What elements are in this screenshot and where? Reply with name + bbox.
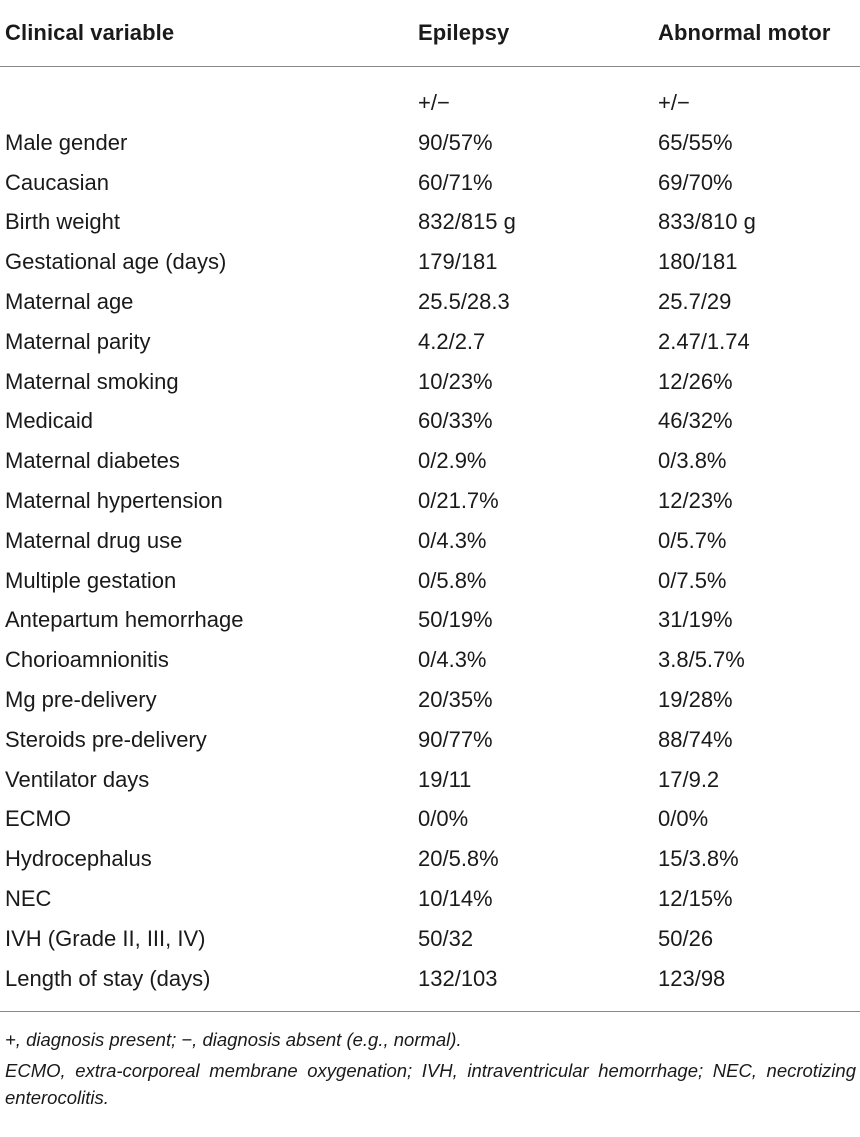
cell-epilepsy: 0/21.7% (418, 488, 499, 514)
subheader-row (0, 83, 860, 123)
cell-epilepsy: 132/103 (418, 965, 498, 991)
cell-clinical-variable: Maternal smoking (5, 368, 179, 394)
cell-abnormal-motor: 12/26% (658, 368, 733, 394)
cell-clinical-variable: Maternal parity (5, 328, 151, 354)
table-row (0, 680, 860, 720)
cell-abnormal-motor: 15/3.8% (658, 846, 739, 872)
cell-abnormal-motor: 3.8/5.7% (658, 647, 745, 673)
table-row (0, 123, 860, 163)
cell-clinical-variable: Antepartum hemorrhage (5, 607, 244, 633)
cell-clinical-variable: Male gender (5, 129, 128, 155)
cell-clinical-variable: Birth weight (5, 209, 120, 235)
cell-clinical-variable: ECMO (5, 806, 71, 832)
cell-clinical-variable: Ventilator days (5, 766, 150, 792)
table-row (0, 242, 860, 282)
cell-epilepsy: 0/4.3% (418, 647, 487, 673)
cell-clinical-variable: Steroids pre-delivery (5, 726, 207, 752)
cell-abnormal-motor: 0/0% (658, 806, 709, 832)
cell-clinical-variable: Hydrocephalus (5, 846, 152, 872)
cell-abnormal-motor: 12/23% (658, 488, 733, 514)
subheader-label (0, 83, 412, 123)
table-row (0, 561, 860, 601)
cell-abnormal-motor: 69/70% (658, 169, 733, 195)
cell-abnormal-motor: 0/7.5% (658, 567, 727, 593)
cell-abnormal-motor: 31/19% (658, 607, 733, 633)
table-footnotes (0, 1026, 856, 1115)
table-row (0, 521, 860, 561)
table-row (0, 441, 860, 481)
table-row (0, 163, 860, 203)
header-spacer-row (0, 67, 860, 84)
cell-epilepsy: 60/71% (418, 169, 493, 195)
cell-abnormal-motor: 19/28% (658, 687, 733, 713)
cell-epilepsy: 25.5/28.3 (418, 289, 510, 315)
cell-epilepsy: 90/77% (418, 726, 493, 752)
table-row (0, 601, 860, 641)
cell-epilepsy: 0/2.9% (418, 448, 487, 474)
cell-clinical-variable: Maternal drug use (5, 527, 183, 553)
table-row (0, 362, 860, 402)
cell-clinical-variable: Maternal hypertension (5, 488, 223, 514)
cell-clinical-variable: Mg pre-delivery (5, 687, 157, 713)
table-row (0, 282, 860, 322)
cell-epilepsy: 20/5.8% (418, 846, 499, 872)
cell-abnormal-motor: 46/32% (658, 408, 733, 434)
cell-epilepsy: 20/35% (418, 687, 493, 713)
cell-clinical-variable: Multiple gestation (5, 567, 177, 593)
cell-clinical-variable: Length of stay (days) (5, 965, 211, 991)
cell-epilepsy: 0/0% (418, 806, 469, 832)
table-row (0, 402, 860, 442)
cell-clinical-variable: Maternal diabetes (5, 448, 180, 474)
cell-abnormal-motor: 833/810 g (658, 209, 756, 235)
footnote-abbreviations: ECMO, extra-corporeal membrane oxygenation; IVH, intraventricular hemorrhage; NEC, necrotizing enterocolitis. (5, 1060, 856, 1108)
table-row (0, 481, 860, 521)
header-clinical-variable: Clinical variable (0, 0, 412, 67)
cell-clinical-variable: NEC (5, 886, 52, 912)
table-row (0, 640, 860, 680)
cell-abnormal-motor: 88/74% (658, 726, 733, 752)
cell-abnormal-motor: 180/181 (658, 249, 738, 275)
table-row (0, 203, 860, 243)
table-row (0, 959, 860, 1003)
cell-clinical-variable: Chorioamnionitis (5, 647, 169, 673)
cell-abnormal-motor: 0/5.7% (658, 527, 727, 553)
cell-epilepsy: 50/32 (418, 925, 474, 951)
header-epilepsy: Epilepsy (412, 0, 652, 67)
subheader-epilepsy: +/− (418, 90, 450, 115)
cell-epilepsy: 179/181 (418, 249, 498, 275)
table-header-row (0, 0, 860, 67)
cell-clinical-variable: IVH (Grade II, III, IV) (5, 925, 206, 951)
cell-abnormal-motor: 50/26 (658, 925, 714, 951)
cell-epilepsy: 90/57% (418, 129, 493, 155)
cell-epilepsy: 50/19% (418, 607, 493, 633)
cell-abnormal-motor: 17/9.2 (658, 766, 720, 792)
cell-epilepsy: 10/23% (418, 368, 493, 394)
cell-epilepsy: 19/11 (418, 766, 472, 792)
cell-abnormal-motor: 12/15% (658, 886, 733, 912)
table-row (0, 800, 860, 840)
cell-clinical-variable: Caucasian (5, 169, 109, 195)
cell-epilepsy: 60/33% (418, 408, 493, 434)
cell-abnormal-motor: 123/98 (658, 965, 726, 991)
cell-abnormal-motor: 2.47/1.74 (658, 328, 750, 354)
cell-abnormal-motor: 0/3.8% (658, 448, 727, 474)
footnote-symbols: +, diagnosis present; −, diagnosis absent (e.g., normal). (5, 1029, 462, 1050)
table-row (0, 322, 860, 362)
table-row (0, 919, 860, 959)
cell-clinical-variable: Maternal age (5, 289, 134, 315)
subheader-abnormal-motor: +/− (658, 90, 690, 115)
cell-clinical-variable: Gestational age (days) (5, 249, 227, 275)
table-bottom-rule (0, 1011, 860, 1012)
cell-epilepsy: 0/5.8% (418, 567, 487, 593)
cell-epilepsy: 832/815 g (418, 209, 516, 235)
cell-epilepsy: 4.2/2.7 (418, 328, 486, 354)
cell-epilepsy: 0/4.3% (418, 527, 487, 553)
header-abnormal-motor: Abnormal motor (652, 0, 860, 67)
cell-clinical-variable: Medicaid (5, 408, 94, 434)
table-row (0, 839, 860, 879)
table-row (0, 879, 860, 919)
table-row (0, 720, 860, 760)
table-row (0, 760, 860, 800)
cell-epilepsy: 10/14% (418, 886, 493, 912)
cell-abnormal-motor: 25.7/29 (658, 289, 732, 315)
cell-abnormal-motor: 65/55% (658, 129, 733, 155)
